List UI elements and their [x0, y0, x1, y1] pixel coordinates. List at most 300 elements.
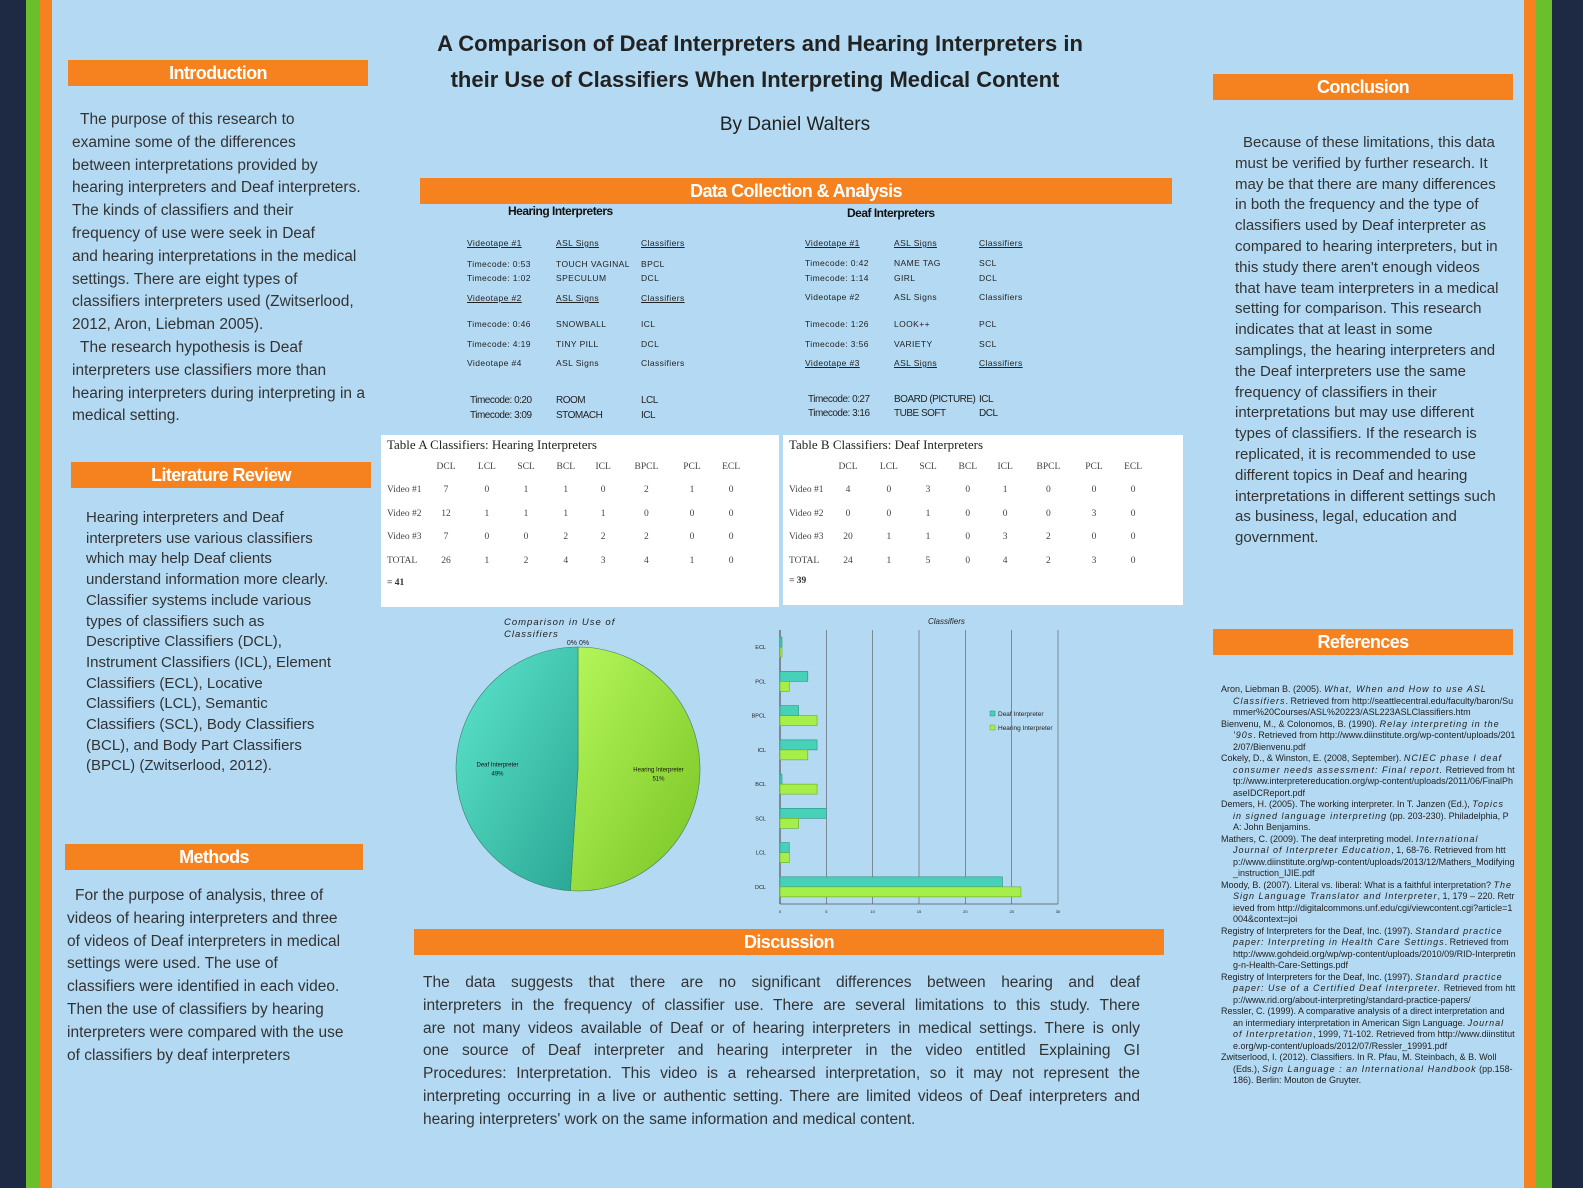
text-line: which may help Deaf clients	[86, 550, 272, 568]
table-column-header: DCL	[436, 461, 456, 472]
videotape-cell: Timecode: 3:16	[808, 408, 870, 419]
videotape-header-cell: Videotape #3	[805, 358, 860, 368]
videotape-cell: SNOWBALL	[556, 319, 607, 329]
references-list	[1221, 684, 1516, 1087]
text-line: must be verified by further research. It	[1235, 154, 1488, 172]
reference-source[interactable]: . Retrieved from http://www.gohdeid.org/wp/wp-content/uploads/2010/09/RID-Interpreting-n-Health-Care-Settings.pdf	[1233, 937, 1516, 970]
videotape-header-cell: Videotape #1	[805, 238, 860, 248]
reference-text: Registry of Interpreters for the Deaf, Inc. (1997).	[1221, 971, 1416, 982]
videotape-cell: Timecode: 0:27	[808, 394, 870, 405]
table-cell: 0	[600, 485, 606, 496]
videotape-header-cell: Videotape #2	[805, 292, 860, 302]
text-line: Instrument Classifiers (ICL), Element	[86, 653, 332, 671]
bar	[780, 681, 789, 691]
reference-source[interactable]: , 1999, 71-102. Retrieved from http://www.diinstitute.org/wp-content/uploads/2012/07/Ressler_19991.pdf	[1233, 1029, 1515, 1051]
table-cell: 0	[1130, 532, 1136, 543]
videotape-cell: DCL	[979, 273, 998, 283]
table-cell: 1	[484, 508, 490, 519]
text-line: Classifiers (SCL), Body Classifiers	[86, 716, 315, 734]
reference-title: Standard practice paper: Use of a Certified Deaf Interpreter.	[1233, 971, 1503, 993]
bar	[780, 808, 826, 818]
videotape-cell: ICL	[641, 319, 656, 329]
table-row	[381, 549, 751, 573]
table-cell: TOTAL	[789, 555, 820, 566]
table-column-header: BPCL	[1036, 461, 1061, 472]
videotape-cell: SCL	[979, 258, 997, 268]
table-a-sum: = 41	[387, 578, 405, 588]
literature-review-heading: Literature Review	[71, 462, 371, 488]
table-column-header	[381, 455, 425, 479]
text-line: The purpose of this research to	[80, 111, 295, 128]
table-cell: 3	[925, 485, 931, 496]
table-cell: 3	[1091, 555, 1097, 566]
videotape-cell: PCL	[979, 319, 997, 329]
text-line: the Deaf interpreters use the same	[1235, 362, 1466, 380]
text-line: Because of these limitations, this data	[1243, 134, 1495, 151]
table-cell: 2	[563, 532, 569, 543]
introduction-heading: Introduction	[68, 60, 368, 86]
reference-title: Standard practice paper: Interpreting in Health Care Settings	[1233, 925, 1503, 947]
table-cell: 0	[523, 532, 529, 543]
deaf-interpreters-title: Deaf Interpreters	[847, 206, 935, 220]
legend-label: Hearing Interpreter	[998, 725, 1053, 732]
videotape-header-cell: ASL Signs	[894, 292, 937, 302]
text-line: different topics in Deaf and hearing	[1235, 466, 1468, 484]
videotape-header-cell: Classifiers	[641, 238, 685, 248]
text-line: interpreters in the frequency of classifier use. There are several limitations to this study. There	[423, 996, 1140, 1014]
reference-item	[1221, 753, 1516, 799]
table-cell: 0	[644, 508, 649, 519]
bar-category-label: PCL	[755, 679, 766, 686]
table-column-header: ICL	[997, 461, 1013, 472]
border-right-orange	[1524, 0, 1536, 1188]
reference-source[interactable]: , 1, 179 – 220. Retrieved from http://digitalcommons.unf.edu/cgi/viewcontent.cgi?article=1004&context=joi	[1233, 891, 1515, 924]
text-line: as business, legal, education and	[1235, 508, 1457, 526]
videotape-cell: NAME TAG	[894, 258, 941, 268]
videotape-header-cell: ASL Signs	[556, 238, 599, 248]
table-b-grid	[783, 455, 1153, 573]
references-heading: References	[1213, 629, 1513, 655]
videotape-header-cell: ASL Signs	[894, 238, 937, 248]
table-cell: 0	[965, 485, 971, 496]
reference-source[interactable]: Retrieved from http://www.interpretereducation.org/wp-content/uploads/2011/06/FinalPhaseIDCReport.pdf	[1233, 764, 1515, 798]
literature-review-text	[86, 508, 366, 777]
table-cell: 20	[843, 532, 853, 543]
reference-text: Registry of Interpreters for the Deaf, Inc. (1997).	[1221, 925, 1416, 936]
table-cell: 0	[728, 508, 734, 519]
bar-category-label: SCL	[755, 816, 766, 823]
bar	[780, 706, 799, 716]
border-left-dark	[0, 0, 26, 1188]
reference-text: Mathers, C. (2009). The deaf interpreting model.	[1221, 833, 1416, 844]
text-line: interpreters use various classifiers	[86, 529, 313, 547]
table-cell: 1	[886, 555, 892, 566]
videotape-cell: GIRL	[894, 273, 916, 283]
table-cell: 0	[845, 508, 851, 519]
table-cell: 2	[600, 532, 606, 543]
bar	[780, 784, 817, 794]
reference-title: Journal of Interpretation	[1233, 1017, 1505, 1039]
videotape-cell: Timecode: 0:46	[467, 319, 531, 329]
text-line: compared to hearing interpreters, but in	[1235, 237, 1498, 255]
text-line: Classifier systems include various	[86, 591, 312, 609]
table-column-header: ECL	[1124, 461, 1143, 472]
reference-item	[1221, 926, 1516, 972]
table-cell: 0	[1130, 508, 1136, 519]
reference-item	[1221, 684, 1516, 719]
legend-swatch	[990, 725, 995, 730]
text-line: medical setting.	[72, 407, 180, 425]
reference-item	[1221, 1006, 1516, 1052]
text-line: between interpretations provided by	[72, 156, 318, 174]
bar-tick-label: 10	[870, 909, 875, 914]
table-cell: 2	[644, 485, 649, 496]
text-line: settings. There are eight types of	[72, 270, 298, 288]
table-cell: Video #3	[789, 532, 824, 543]
table-cell: 1	[563, 508, 569, 519]
legend-label: Deaf Interpreter	[998, 711, 1044, 718]
table-cell: 0	[728, 555, 734, 566]
table-cell: Video #1	[387, 485, 422, 496]
methods-text	[67, 885, 367, 1067]
videotape-cell: ICL	[979, 394, 994, 405]
videotape-header-cell: Classifiers	[979, 238, 1023, 248]
table-cell: 0	[728, 485, 734, 496]
border-right-dark	[1552, 0, 1583, 1188]
table-cell: 0	[965, 508, 971, 519]
reference-title: What, When and How to use ASL Classifiers	[1233, 684, 1487, 706]
table-row	[783, 526, 1153, 550]
videotape-header-cell: Classifiers	[979, 358, 1023, 368]
table-column-header: DCL	[838, 461, 858, 472]
text-line: Classifiers (LCL), Semantic	[86, 695, 268, 713]
text-line: interpreting occurring in a live or authentic setting. There are limited videos of Deaf interpreters and	[423, 1087, 1140, 1105]
table-column-header: PCL	[683, 461, 701, 472]
pie-top-label: 0% 0%	[566, 640, 590, 647]
conclusion-heading: Conclusion	[1213, 74, 1513, 100]
text-line: that have team interpreters in a medical	[1235, 279, 1499, 297]
videotape-cell: VARIETY	[894, 339, 933, 349]
table-cell: 0	[965, 532, 971, 543]
bar-category-label: BPCL	[751, 713, 766, 720]
conclusion-text	[1235, 133, 1520, 549]
bar	[780, 853, 789, 863]
table-cell: 4	[563, 555, 569, 566]
text-line: hearing interpreters and Deaf interpreters.	[72, 179, 361, 197]
bar-category-label: DCL	[754, 884, 766, 891]
table-row	[783, 549, 1153, 573]
border-left-green	[26, 0, 40, 1188]
bar	[780, 887, 1021, 897]
text-line: in both the frequency and the type of	[1235, 196, 1479, 214]
table-cell: 0	[484, 485, 490, 496]
text-line: The research hypothesis is Deaf	[80, 338, 303, 356]
pie-slice	[456, 647, 578, 891]
table-cell: TOTAL	[387, 555, 418, 566]
videotape-header-cell: ASL Signs	[556, 293, 599, 303]
text-line: classifiers were identified in each video.	[67, 978, 340, 996]
table-cell: 1	[600, 508, 606, 519]
videotape-header-cell: ASL Signs	[556, 358, 599, 368]
table-cell: 0	[1130, 555, 1136, 566]
bar-tick-label: 5	[825, 909, 828, 914]
table-column-header: PCL	[1085, 461, 1103, 472]
videotape-cell: TUBE SOFT	[894, 408, 946, 419]
table-cell: Video #1	[789, 485, 824, 496]
text-line: Descriptive Classifiers (DCL),	[86, 633, 282, 651]
bar	[780, 774, 782, 784]
table-cell: 1	[925, 532, 931, 543]
reference-text: Aron, Liebman B. (2005).	[1221, 684, 1325, 694]
bar-category-label: LCL	[755, 850, 766, 857]
bar-category-label: ICL	[757, 747, 766, 754]
text-line: examine some of the differences	[72, 133, 296, 151]
text-line: Classifiers (ECL), Locative	[86, 674, 263, 692]
text-line: may be that there are many differences	[1235, 175, 1496, 193]
videotape-cell: BPCL	[641, 259, 665, 269]
hearing-interpreters-title: Hearing Interpreters	[508, 204, 613, 218]
videotape-header-cell: Classifiers	[979, 292, 1023, 302]
videotape-header-cell: ASL Signs	[894, 358, 937, 368]
table-row	[783, 502, 1153, 526]
table-cell: 0	[689, 532, 695, 543]
pie-slice-label: Deaf Interpreter 49%	[476, 762, 519, 778]
table-b	[783, 435, 1183, 605]
text-line: interpreters use classifiers more than	[72, 361, 327, 379]
text-line: The data suggests that there are no significant differences between hearing and deaf	[423, 974, 1140, 991]
table-row	[783, 479, 1153, 503]
poster-title-line-1: A Comparison of Deaf Interpreters and Hearing Interpreters in	[437, 31, 1083, 56]
text-line: hearing interpreters' work on the same information and medical content.	[423, 1110, 916, 1128]
table-cell: 0	[484, 532, 490, 543]
videotape-cell: STOMACH	[556, 410, 603, 421]
reference-text: Ressler, C. (1999). A comparative analysis of a direct interpretation and an intermediary interpretation in American Sign Language.	[1221, 1006, 1505, 1028]
discussion-text	[423, 972, 1140, 1132]
reference-text: Moody, B. (2007). Literal vs. liberal: What is a faithful interpretation?	[1221, 879, 1494, 890]
videotape-cell: LCL	[641, 395, 658, 406]
videotape-cell: Timecode: 0:53	[467, 259, 531, 269]
text-line: hearing interpreters during interpreting in a	[72, 384, 365, 402]
table-cell: 1	[689, 555, 695, 566]
table-a	[381, 435, 779, 607]
bar	[780, 818, 799, 828]
table-cell: 1	[689, 485, 695, 496]
table-cell: 0	[1046, 508, 1051, 519]
table-cell: 7	[443, 485, 449, 496]
text-line: understand information more clearly.	[86, 571, 329, 589]
videotape-header-cell: Videotape #1	[467, 238, 522, 248]
reference-item	[1221, 972, 1516, 1007]
table-column-header	[783, 455, 827, 479]
reference-title: Relay interpreting in the '90s	[1233, 718, 1500, 740]
table-cell: 0	[1002, 508, 1008, 519]
border-left-orange	[40, 0, 52, 1188]
text-line: For the purpose of analysis, three of	[75, 887, 324, 904]
table-cell: 5	[925, 555, 931, 566]
reference-item	[1221, 834, 1516, 880]
text-line: interpretations in different settings such	[1235, 487, 1496, 505]
bar	[780, 716, 817, 726]
table-cell: Video #2	[789, 508, 824, 519]
table-cell: 0	[965, 555, 971, 566]
table-row	[381, 502, 751, 526]
bar	[780, 647, 782, 657]
reference-title: Sign Language : an International Handbook	[1262, 1063, 1477, 1074]
reference-item	[1221, 1052, 1516, 1087]
text-line: classifiers used by Deaf interpreter as	[1235, 217, 1486, 235]
videotape-header-cell: Classifiers	[641, 358, 685, 368]
text-line: replicated, it is recommended to use	[1235, 445, 1476, 463]
text-line: 2012, Aron, Liebman 2005).	[72, 316, 264, 334]
videotape-header-cell: Classifiers	[641, 293, 685, 303]
videotape-cell: Timecode: 1:26	[805, 319, 869, 329]
text-line: classifiers interpreters used (Zwitserlood,	[72, 293, 354, 311]
text-line: one source of Deaf interpreter and hearing interpreter in the video entitled Explaining GI	[423, 1042, 1140, 1060]
bar-chart-title: Classifiers	[928, 617, 965, 626]
text-line: types of classifiers. If the research is	[1235, 425, 1477, 443]
table-cell: 0	[689, 508, 695, 519]
videotape-cell: Timecode: 4:19	[467, 339, 531, 349]
table-cell: 0	[728, 532, 734, 543]
table-cell: 4	[1002, 555, 1008, 566]
text-line: this study there aren't enough videos	[1235, 258, 1480, 276]
reference-item	[1221, 880, 1516, 926]
table-column-header: BCL	[556, 461, 576, 472]
poster-author: By Daniel Walters	[719, 114, 871, 135]
table-cell: 2	[644, 532, 649, 543]
text-line: interpretations but may use different	[1235, 404, 1475, 422]
videotape-header-cell: Videotape #4	[467, 358, 522, 368]
text-line: types of classifiers such as	[86, 612, 265, 630]
videotape-cell: Timecode: 0:20	[470, 395, 532, 406]
text-line: videos of hearing interpreters and three	[67, 909, 338, 927]
videotape-cell: DCL	[979, 408, 998, 419]
bar	[780, 740, 817, 750]
reference-source[interactable]: (pp.158-186). Berlin: Mouton de Gruyter.	[1233, 1063, 1513, 1085]
table-cell: 1	[1002, 485, 1008, 496]
text-line: interpreters were compared with the use	[67, 1023, 344, 1041]
bar-tick-label: 30	[1055, 909, 1061, 914]
text-line: (BCL), and Body Part Classifiers	[86, 736, 302, 754]
text-line: Procedures: Interpretation. This video is a rehearsed interpretation, so it may not represent the	[423, 1065, 1140, 1083]
table-a-title: Table A Classifiers: Hearing Interpreters	[387, 437, 597, 452]
videotape-cell: ICL	[641, 410, 656, 421]
text-line: frequency of classifiers in their	[1235, 383, 1437, 401]
reference-title: The Sign Language Translator and Interpreter	[1233, 879, 1512, 901]
table-column-header: SCL	[919, 461, 937, 472]
bar	[780, 843, 789, 853]
table-b-title: Table B Classifiers: Deaf Interpreters	[789, 437, 984, 452]
table-column-header: ICL	[595, 461, 611, 472]
videotape-cell: DCL	[641, 273, 660, 283]
text-line: are not many videos available of Deaf or of hearing interpreters in medical settings. There is only	[423, 1019, 1140, 1037]
videotape-cell: Timecode: 1:14	[805, 273, 869, 283]
table-column-header: LCL	[477, 461, 496, 472]
reference-text: Zwitserlood, I. (2012). Classifiers. In R. Pfau, M. Steinbach, & B. Woll (Eds.),	[1221, 1052, 1497, 1074]
table-cell: 1	[886, 532, 892, 543]
reference-source[interactable]: . Retrieved from http://seattlecentral.edu/faculty/baron/Summer%20Courses/ASL%20223/ASL223ASLClassifiers.htm	[1233, 695, 1514, 717]
bar-tick-label: 15	[916, 909, 922, 914]
bar-tick-label: 20	[963, 909, 968, 914]
reference-source[interactable]: . Retrieved from http://www.diinstitute.org/wp-content/uploads/2012/07/Bienvenu.pdf	[1233, 730, 1516, 752]
videotape-cell: Timecode: 1:02	[467, 273, 531, 283]
table-cell: 4	[845, 485, 851, 496]
table-cell: 24	[843, 555, 853, 566]
poster-title-line-2: their Use of Classifiers When Interpreting Medical Content	[450, 67, 1060, 92]
pie-title: Comparison in Use of Classifiers	[504, 617, 616, 640]
text-line: frequency of use were seek in Deaf	[72, 224, 315, 242]
pie-slice-label: Hearing Interpreter 51%	[633, 767, 684, 783]
table-cell: 1	[523, 485, 529, 496]
table-column-header: BPCL	[634, 461, 659, 472]
reference-title: NCIEC phase I deaf consumer needs assessment: Final report.	[1233, 753, 1502, 775]
reference-source[interactable]: Retrieved from http://www.rid.org/about-interpreting/standard-practice-papers/	[1233, 983, 1516, 1005]
table-row	[381, 526, 751, 550]
table-column-header: BCL	[958, 461, 978, 472]
text-line: Hearing interpreters and Deaf	[86, 509, 284, 526]
table-cell: 0	[1091, 532, 1097, 543]
reference-item	[1221, 799, 1516, 834]
table-row	[381, 479, 751, 503]
table-column-header: ECL	[722, 461, 741, 472]
reference-item	[1221, 719, 1516, 754]
bar-chart	[740, 612, 1080, 922]
table-column-header: LCL	[879, 461, 898, 472]
text-line: (BPCL) (Zwitserlood, 2012).	[86, 757, 272, 775]
videotape-cell: Timecode: 3:09	[470, 410, 532, 421]
videotape-cell: BOARD (PICTURE)	[894, 394, 976, 405]
bar-category-label: ECL	[755, 645, 766, 652]
table-cell: 0	[1046, 485, 1051, 496]
bar-tick-label: 0	[778, 909, 782, 914]
videotape-cell: SCL	[979, 339, 997, 349]
table-cell: 4	[644, 555, 649, 566]
reference-text: Cokely, D., & Winston, E. (2008, September).	[1221, 753, 1404, 763]
videotape-cell: TOUCH VAGINAL	[556, 259, 630, 269]
reference-source[interactable]: , 1, 68-76. Retrieved from http://www.diinstitute.org/wp-content/uploads/2013/12/Mathers_Modifying_instruction_IJIE.pdf	[1233, 845, 1515, 878]
videotape-cell: ROOM	[556, 395, 586, 406]
reference-title: International Journal of Interpreter Education	[1233, 833, 1479, 855]
videotape-cell: LOOK++	[894, 319, 930, 329]
table-cell: 0	[1091, 485, 1097, 496]
table-cell: 1	[563, 485, 569, 496]
discussion-heading: Discussion	[414, 929, 1164, 955]
pie-chart	[440, 612, 720, 912]
methods-heading: Methods	[65, 844, 363, 870]
data-collection-heading: Data Collection & Analysis	[420, 178, 1172, 204]
text-line: settings were used. The use of	[67, 955, 278, 973]
videotape-cell: DCL	[641, 339, 660, 349]
table-cell: 1	[925, 508, 931, 519]
reference-title: Topics in signed language interpreting	[1233, 799, 1504, 821]
table-cell: 1	[484, 555, 490, 566]
table-cell: 26	[441, 555, 451, 566]
bar	[780, 750, 808, 760]
table-cell: 0	[886, 508, 892, 519]
table-cell: 12	[441, 508, 451, 519]
videotape-cell: TINY PILL	[556, 339, 599, 349]
bar-category-label: BCL	[755, 782, 766, 789]
table-cell: Video #3	[387, 532, 422, 543]
table-cell: 2	[1046, 555, 1051, 566]
reference-source[interactable]: (pp. 203-230). Philadelphia, PA: John Benjamins.	[1233, 810, 1509, 832]
bar-tick-label: 25	[1009, 909, 1014, 914]
bar	[780, 671, 808, 681]
text-line: and hearing interpretations in the medical	[72, 247, 357, 265]
table-a-grid	[381, 455, 751, 573]
reference-text: Bienvenu, M., & Colonomos, B. (1990).	[1221, 718, 1380, 729]
table-cell: 3	[600, 555, 606, 566]
